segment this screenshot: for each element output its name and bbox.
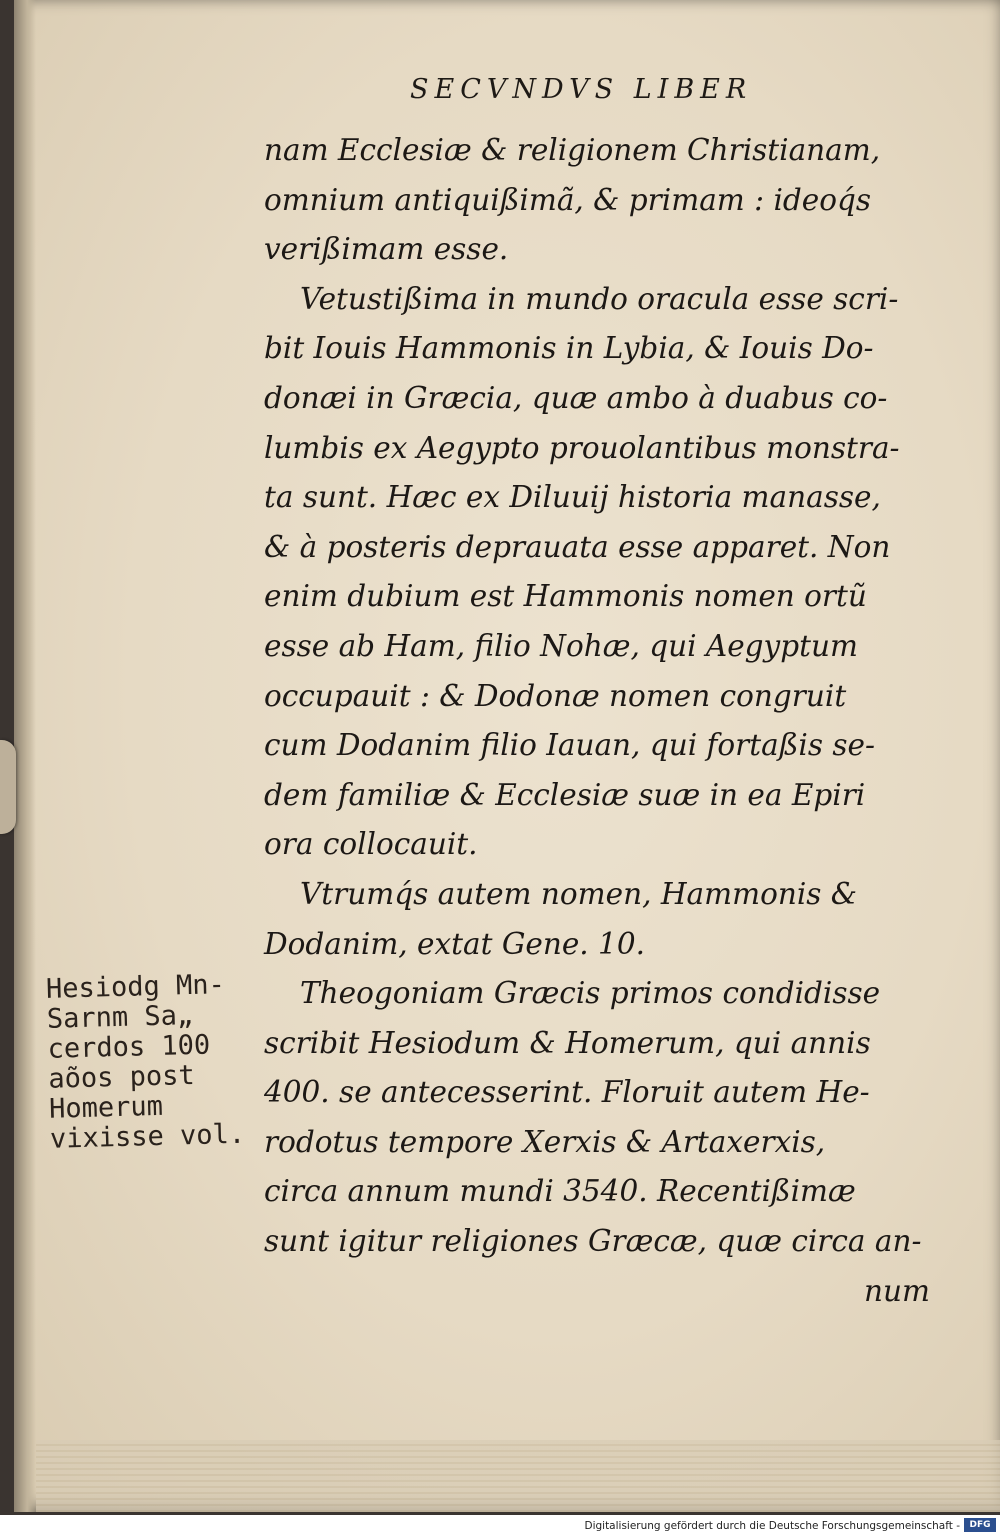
text-line: enim dubium est Hammonis nomen ortũ [264,579,867,614]
text-line: ta sunt. Hæc ex Diluuij historia manasse, [264,480,881,515]
marginal-note-line: Sarnm Sa„ [46,1000,194,1035]
funding-credit: Digitalisierung gefördert durch die Deutsche Forschungsgemeinschaft - [584,1520,960,1532]
catchword: num [864,1273,930,1308]
text-line: sunt igitur religiones Græcæ, quæ circa an- [264,1224,922,1259]
text-line: Vtrumq́s autem nomen, Hammonis & [300,876,858,911]
text-line: & à posteris deprauata esse apparet. Non [264,529,891,564]
text-line: 400. se antecesserint. Floruit autem He- [264,1075,870,1110]
text-line: Dodanim, extat Gene. 10. [264,926,645,961]
body-text [264,126,936,1316]
text-line: scribit Hesiodum & Homerum, qui annis [264,1025,871,1060]
text-line: omnium antiquißimã, & primam : ideoq́s [264,182,872,217]
marginal-note-line: Hesiodg Mn- [45,969,226,1005]
text-line: esse ab Ham, filio Nohæ, qui Aegyptum [264,628,858,663]
text-line: nam Ecclesiæ & religionem Christianam, [264,133,881,167]
text-line: Theogoniam Græcis primos condidisse [300,976,881,1011]
marginal-note-line: vixisse vol. [49,1118,246,1155]
marginal-note-line: Homerum [48,1090,164,1125]
text-line: ora collocauit. [264,827,478,862]
marginal-note-line: aõos post [48,1059,196,1095]
page-stack-edges [36,1440,1000,1512]
running-head: SECVNDVS LIBER [410,74,753,105]
text-line: bit Iouis Hammonis in Lybia, & Iouis Do- [264,331,874,366]
text-line: rodotus tempore Xerxis & Artaxerxis, [264,1124,826,1159]
text-line: lumbis ex Aegypto prouolantibus monstra- [264,430,900,465]
text-line: occupauit : & Dodonæ nomen congruit [264,678,847,713]
marginal-note-line: cerdos 100 [47,1029,211,1065]
page-gutter-shadow [14,0,36,1512]
dfg-logo: DFG [964,1518,996,1532]
text-line: verißimam esse. [264,232,509,267]
text-line: cum Dodanim filio Iauan, qui fortaßis se- [264,728,875,763]
text-line: dem familiæ & Ecclesiæ suæ in ea Epiri [264,777,866,812]
handwritten-marginal-note [46,969,266,1155]
page-tab-marker [0,740,16,834]
text-line: donæi in Græcia, quæ ambo à duabus co- [264,380,888,415]
text-line: Vetustißima in mundo oracula esse scri- [300,281,899,316]
text-line: circa annum mundi 3540. Recentißimæ [264,1174,856,1209]
